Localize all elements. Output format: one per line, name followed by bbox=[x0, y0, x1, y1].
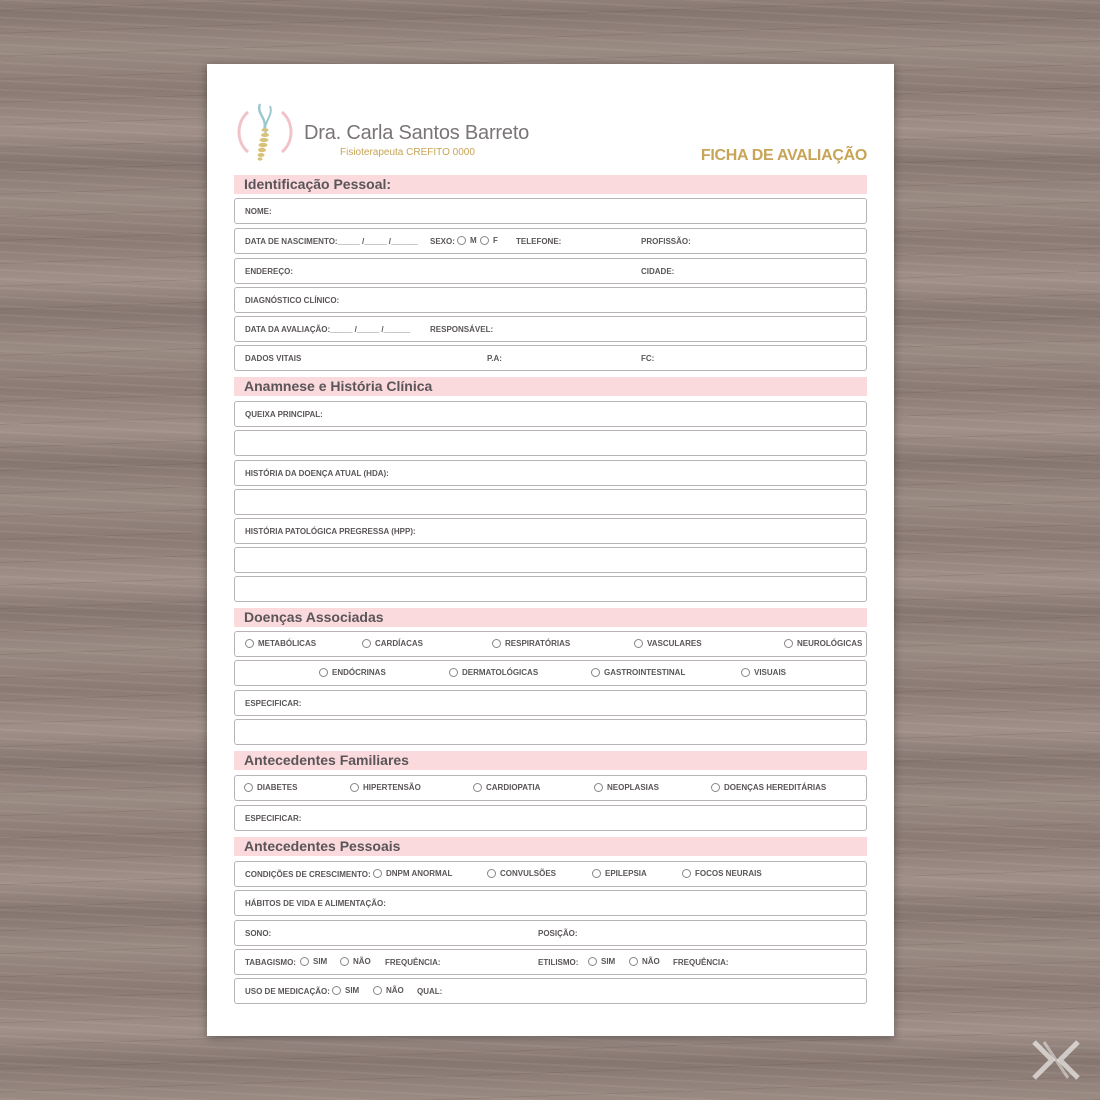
field-doencas-line[interactable] bbox=[234, 719, 867, 745]
spine-logo-icon bbox=[234, 100, 296, 164]
label-etilismo: ETILISMO: bbox=[538, 958, 579, 967]
option-visuais[interactable]: VISUAIS bbox=[741, 668, 786, 677]
label-hpp: HISTÓRIA PATOLÓGICA PREGRESSA (HPP): bbox=[245, 527, 416, 536]
option-tabagismo-sim[interactable]: SIM bbox=[300, 957, 327, 966]
field-data-avaliacao-row[interactable] bbox=[234, 316, 867, 342]
field-nome[interactable] bbox=[234, 198, 867, 224]
checkbox-icon bbox=[457, 236, 466, 245]
checkbox-icon bbox=[591, 668, 600, 677]
checkbox-icon bbox=[350, 783, 359, 792]
option-tabagismo-nao[interactable]: NÃO bbox=[340, 957, 371, 966]
doencas-options-row-2 bbox=[234, 660, 867, 686]
checkbox-icon bbox=[784, 639, 793, 648]
label-hda: HISTÓRIA DA DOENÇA ATUAL (HDA): bbox=[245, 469, 389, 478]
field-habitos[interactable] bbox=[234, 890, 867, 916]
familiares-options-row bbox=[234, 775, 867, 801]
option-medicacao-sim[interactable]: SIM bbox=[332, 986, 359, 995]
checkbox-icon bbox=[711, 783, 720, 792]
checkbox-icon bbox=[588, 957, 597, 966]
label-posicao: POSIÇÃO: bbox=[538, 929, 578, 938]
evaluation-form-sheet bbox=[207, 64, 894, 1036]
checkbox-icon bbox=[245, 639, 254, 648]
label-diagnostico: DIAGNÓSTICO CLÍNICO: bbox=[245, 296, 340, 305]
label-familiares-especificar: ESPECIFICAR: bbox=[245, 814, 302, 823]
field-sono-row[interactable] bbox=[234, 920, 867, 946]
label-sono: SONO: bbox=[245, 929, 272, 938]
label-fc: FC: bbox=[641, 354, 655, 363]
label-crescimento: CONDIÇÕES DE CRESCIMENTO: bbox=[245, 870, 371, 879]
label-nascimento: DATA DE NASCIMENTO:_____ /_____ /______ bbox=[245, 237, 418, 246]
checkbox-icon bbox=[480, 236, 489, 245]
label-doencas-especificar: ESPECIFICAR: bbox=[245, 699, 302, 708]
field-hda[interactable] bbox=[234, 460, 867, 486]
label-habitos: HÁBITOS DE VIDA E ALIMENTAÇÃO: bbox=[245, 899, 386, 908]
label-medicacao-qual: QUAL: bbox=[417, 987, 443, 996]
checkbox-icon bbox=[340, 957, 349, 966]
option-focos-neurais[interactable]: FOCOS NEURAIS bbox=[682, 869, 762, 878]
field-familiares-especificar[interactable] bbox=[234, 805, 867, 831]
checkbox-icon bbox=[373, 986, 382, 995]
label-pa: P.A: bbox=[487, 354, 502, 363]
label-data-avaliacao: DATA DA AVALIAÇÃO:_____ /_____ /______ bbox=[245, 325, 411, 334]
option-dermatologicas[interactable]: DERMATOLÓGICAS bbox=[449, 668, 538, 677]
checkbox-icon bbox=[682, 869, 691, 878]
label-medicacao: USO DE MEDICAÇÃO: bbox=[245, 987, 330, 996]
option-gastrointestinal[interactable]: GASTROINTESTINAL bbox=[591, 668, 685, 677]
doctor-role: Fisioterapeuta CREFITO 0000 bbox=[340, 147, 475, 158]
option-vasculares[interactable]: VASCULARES bbox=[634, 639, 702, 648]
form-title: FICHA DE AVALIAÇÃO bbox=[700, 147, 867, 164]
doctor-name: Dra. Carla Santos Barreto bbox=[304, 122, 530, 144]
option-sexo-m[interactable]: M bbox=[457, 236, 477, 245]
label-cidade: CIDADE: bbox=[641, 267, 675, 276]
field-medicacao-row bbox=[234, 978, 867, 1004]
section-pessoais: Antecedentes Pessoais bbox=[234, 837, 867, 856]
label-dados-vitais: DADOS VITAIS bbox=[245, 354, 302, 363]
label-tabagismo-frequencia: FREQUÊNCIA: bbox=[385, 958, 441, 967]
option-metabolicas[interactable]: METABÓLICAS bbox=[245, 639, 316, 648]
option-medicacao-nao[interactable]: NÃO bbox=[373, 986, 404, 995]
label-sexo: SEXO: bbox=[430, 237, 455, 246]
field-queixa[interactable] bbox=[234, 401, 867, 427]
checkbox-icon bbox=[741, 668, 750, 677]
option-epilepsia[interactable]: EPILEPSIA bbox=[592, 869, 647, 878]
option-cardiacas[interactable]: CARDÍACAS bbox=[362, 639, 423, 648]
label-queixa: QUEIXA PRINCIPAL: bbox=[245, 410, 323, 419]
field-endereco-row[interactable] bbox=[234, 258, 867, 284]
label-telefone: TELEFONE: bbox=[516, 237, 562, 246]
checkbox-icon bbox=[487, 869, 496, 878]
field-hda-line[interactable] bbox=[234, 489, 867, 515]
option-hipertensao[interactable]: HIPERTENSÃO bbox=[350, 783, 421, 792]
option-endocrinas[interactable]: ENDÓCRINAS bbox=[319, 668, 386, 677]
checkbox-icon bbox=[319, 668, 328, 677]
label-nome: NOME: bbox=[245, 207, 272, 216]
field-queixa-line[interactable] bbox=[234, 430, 867, 456]
field-hpp-line-2[interactable] bbox=[234, 576, 867, 602]
checkbox-icon bbox=[473, 783, 482, 792]
section-familiares: Antecedentes Familiares bbox=[234, 751, 867, 770]
option-respiratorias[interactable]: RESPIRATÓRIAS bbox=[492, 639, 570, 648]
field-nascimento-row[interactable] bbox=[234, 228, 867, 254]
checkbox-icon bbox=[634, 639, 643, 648]
checkbox-icon bbox=[332, 986, 341, 995]
field-crescimento-row bbox=[234, 861, 867, 887]
label-tabagismo: TABAGISMO: bbox=[245, 958, 296, 967]
checkbox-icon bbox=[592, 869, 601, 878]
option-convulsoes[interactable]: CONVULSÕES bbox=[487, 869, 556, 878]
option-doencas-hereditarias[interactable]: DOENÇAS HEREDITÁRIAS bbox=[711, 783, 826, 792]
checkbox-icon bbox=[629, 957, 638, 966]
option-neurologicas[interactable]: NEUROLÓGICAS bbox=[784, 639, 862, 648]
checkbox-icon bbox=[300, 957, 309, 966]
checkbox-icon bbox=[362, 639, 371, 648]
label-profissao: PROFISSÃO: bbox=[641, 237, 691, 246]
doencas-options-row-1 bbox=[234, 631, 867, 657]
label-etilismo-frequencia: FREQUÊNCIA: bbox=[673, 958, 729, 967]
checkbox-icon bbox=[449, 668, 458, 677]
label-endereco: ENDEREÇO: bbox=[245, 267, 294, 276]
watermark-logo-icon bbox=[1030, 1038, 1082, 1082]
field-doencas-especificar[interactable] bbox=[234, 690, 867, 716]
option-etilismo-sim[interactable]: SIM bbox=[588, 957, 615, 966]
field-hpp[interactable] bbox=[234, 518, 867, 544]
section-anamnese: Anamnese e História Clínica bbox=[234, 377, 867, 396]
option-dnpm-anormal[interactable]: DNPM ANORMAL bbox=[373, 869, 452, 878]
checkbox-icon bbox=[594, 783, 603, 792]
section-identificacao: Identificação Pessoal: bbox=[234, 175, 867, 194]
field-diagnostico[interactable] bbox=[234, 287, 867, 313]
field-tabagismo-row bbox=[234, 949, 867, 975]
field-dados-vitais-row[interactable] bbox=[234, 345, 867, 371]
checkbox-icon bbox=[373, 869, 382, 878]
option-cardiopatia[interactable]: CARDIOPATIA bbox=[473, 783, 540, 792]
option-sexo-f[interactable]: F bbox=[480, 236, 498, 245]
label-responsavel: RESPONSÁVEL: bbox=[430, 325, 494, 334]
option-neoplasias[interactable]: NEOPLASIAS bbox=[594, 783, 659, 792]
option-diabetes[interactable]: DIABETES bbox=[244, 783, 297, 792]
checkbox-icon bbox=[244, 783, 253, 792]
checkbox-icon bbox=[492, 639, 501, 648]
section-doencas: Doenças Associadas bbox=[234, 608, 867, 627]
field-hpp-line-1[interactable] bbox=[234, 547, 867, 573]
option-etilismo-nao[interactable]: NÃO bbox=[629, 957, 660, 966]
